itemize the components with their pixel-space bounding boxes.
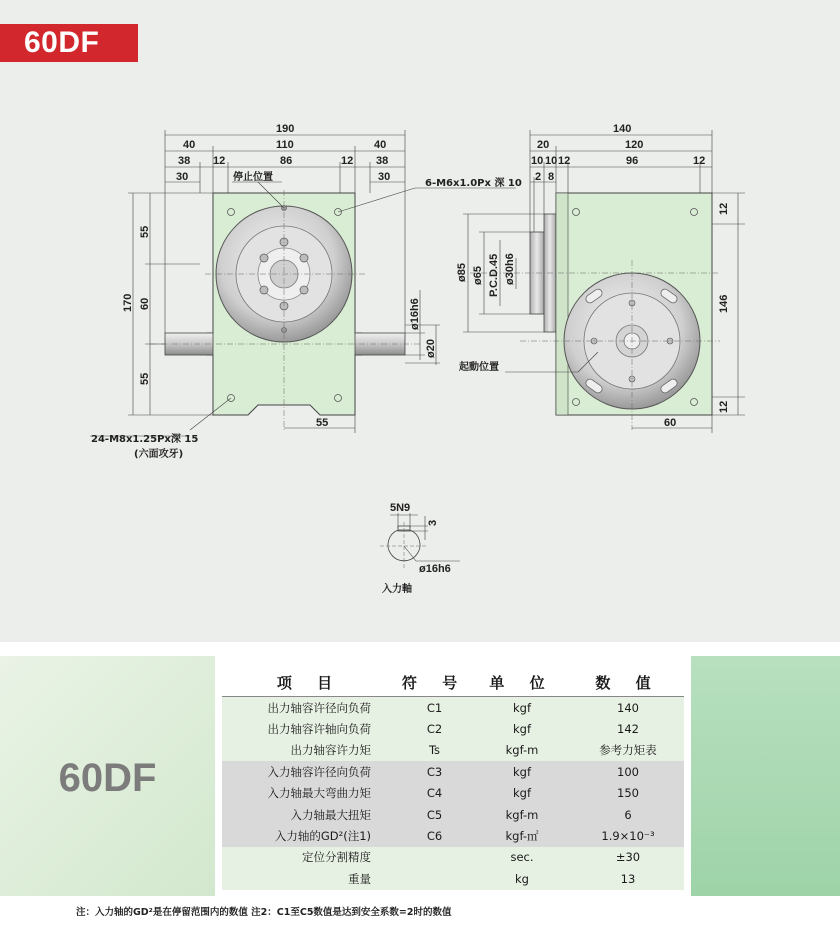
side-view [456, 123, 745, 433]
dim-55-bottom: 55 [139, 372, 151, 385]
dim-12-right: 12 [341, 155, 354, 167]
side-dim-96: 96 [626, 155, 639, 167]
keyway-dia: ø16h6 [419, 563, 451, 575]
row-unit: kg [472, 868, 572, 889]
row-symbol: C1 [397, 697, 472, 719]
row-item: 入力轴容许径向负荷 [222, 761, 397, 782]
side-dim-10b: 10 [545, 155, 558, 167]
table-row [222, 740, 684, 761]
dim-shaft-20: ø20 [425, 339, 437, 358]
table-row [222, 825, 684, 846]
side-dim-60: 60 [664, 417, 677, 429]
side-dim-8: 8 [548, 171, 555, 183]
row-value: ±30 [572, 847, 684, 868]
table-row [222, 847, 684, 868]
row-symbol: C3 [397, 761, 472, 782]
row-value: 13 [572, 868, 684, 889]
dim-55-top: 55 [139, 225, 151, 238]
table-header-row [222, 668, 684, 697]
row-value: 参考力矩表 [572, 740, 684, 761]
dim-190: 190 [276, 123, 295, 135]
keyway-width: 5N9 [390, 502, 411, 514]
side-dim-pcd45: P.C.D.45 [488, 253, 500, 297]
keyway-caption: 入力軸 [382, 584, 412, 595]
row-item: 出力轴容许轴向负荷 [222, 718, 397, 739]
side-dim-146: 146 [718, 294, 730, 313]
side-dim-120: 120 [625, 139, 644, 151]
callout-stop-position: 停止位置 [233, 172, 273, 183]
row-unit: kgf-m [472, 740, 572, 761]
callout-thread-bottom: 24-M8x1.25Px深 15 [91, 434, 199, 445]
row-value: 6 [572, 804, 684, 825]
accent-panel [691, 656, 840, 896]
header-unit: 单 位 [472, 668, 572, 697]
dim-30-right: 30 [378, 171, 391, 183]
row-value: 140 [572, 697, 684, 719]
row-symbol: C2 [397, 718, 472, 739]
row-item: 入力轴最大弯曲力矩 [222, 783, 397, 804]
model-title-badge: 60DF [0, 24, 138, 62]
side-dim-12a: 12 [558, 155, 571, 167]
spec-table [222, 668, 684, 890]
dim-60: 60 [139, 297, 151, 310]
side-dim-2: 2 [535, 171, 542, 183]
front-view [90, 123, 522, 460]
dim-shaft-16h6: ø16h6 [409, 298, 421, 330]
side-dim-12b: 12 [693, 155, 706, 167]
side-dim-30h6: ø30h6 [504, 253, 516, 285]
row-unit: kgf [472, 697, 572, 719]
row-item: 重量 [222, 868, 397, 889]
table-row [222, 718, 684, 739]
dim-12-left: 12 [213, 155, 226, 167]
side-dim-85: ø85 [456, 263, 468, 282]
row-unit: kgf [472, 761, 572, 782]
side-dim-20: 20 [537, 139, 550, 151]
row-item: 入力轴最大扭矩 [222, 804, 397, 825]
side-dim-12-bottom: 12 [718, 400, 730, 413]
dim-170: 170 [122, 293, 134, 312]
keyway-depth: 3 [427, 519, 439, 526]
row-symbol: Ts [397, 740, 472, 761]
row-item: 出力轴容许径向负荷 [222, 697, 397, 719]
dim-38-left: 38 [178, 155, 191, 167]
table-row [222, 804, 684, 825]
callout-thread-top: 6-M6x1.0Px 深 10 [425, 178, 522, 189]
dim-86: 86 [280, 155, 293, 167]
header-item: 项 目 [222, 668, 397, 697]
table-row [222, 697, 684, 719]
row-symbol [397, 847, 472, 868]
dim-30-left: 30 [176, 171, 189, 183]
dim-40-left: 40 [183, 139, 196, 151]
dim-38-right: 38 [376, 155, 389, 167]
header-symbol: 符 号 [397, 668, 472, 697]
side-dim-65: ø65 [472, 266, 484, 285]
table-row [222, 868, 684, 889]
row-unit: sec. [472, 847, 572, 868]
dim-55-horizontal: 55 [316, 417, 329, 429]
row-symbol: C4 [397, 783, 472, 804]
side-dim-140: 140 [613, 123, 632, 135]
row-unit: kgf-m [472, 804, 572, 825]
keyway-detail [380, 502, 460, 595]
table-row [222, 761, 684, 782]
callout-thread-note: (六面攻牙) [134, 449, 184, 460]
dim-40-right: 40 [374, 139, 387, 151]
row-unit: kgf [472, 718, 572, 739]
row-value: 1.9×10⁻³ [572, 825, 684, 846]
row-symbol: C5 [397, 804, 472, 825]
row-symbol [397, 868, 472, 889]
side-dim-10a: 10 [531, 155, 544, 167]
row-value: 142 [572, 718, 684, 739]
row-item: 出力轴容许力矩 [222, 740, 397, 761]
dim-110: 110 [276, 139, 294, 151]
side-dim-12-top: 12 [718, 202, 730, 215]
row-symbol: C6 [397, 825, 472, 846]
footnote: 注：入力轴的GD²是在停留范围内的数值 注2：C1至C5数值是达到安全系数=2时的数值 [76, 907, 452, 918]
callout-start-position: 起動位置 [459, 362, 499, 373]
row-unit: kgf-㎡ [472, 825, 572, 846]
row-value: 150 [572, 783, 684, 804]
header-value: 数 值 [572, 668, 684, 697]
model-label: 60DF [58, 756, 157, 800]
table-row [222, 783, 684, 804]
row-item: 入力轴的GD²(注1) [222, 825, 397, 846]
row-value: 100 [572, 761, 684, 782]
row-unit: kgf [472, 783, 572, 804]
row-item: 定位分割精度 [222, 847, 397, 868]
